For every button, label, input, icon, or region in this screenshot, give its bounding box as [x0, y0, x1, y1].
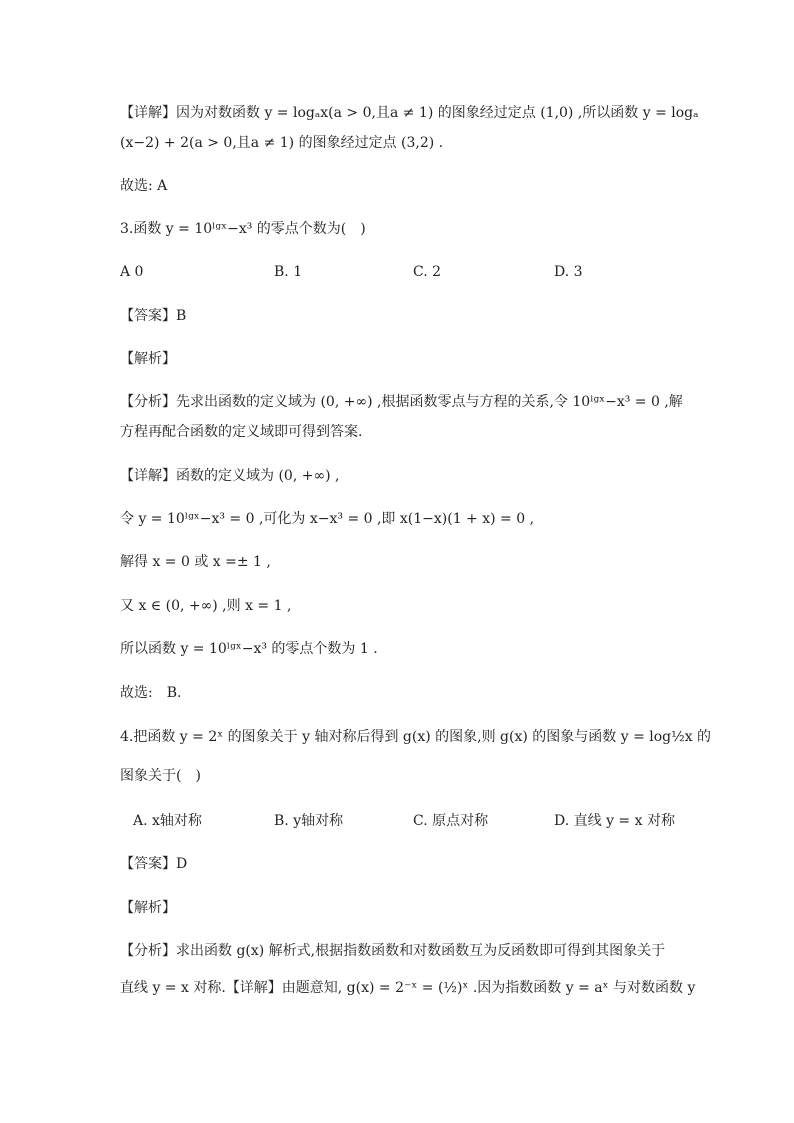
q3-option-d: D. 3 [554, 264, 583, 280]
q3-answer: 【答案】B [120, 308, 187, 324]
q4-analysis-line-1: 【分析】求出函数 g(x) 解析式,根据指数函数和对数函数互为反函数即可得到其图象关于 [120, 943, 666, 959]
q3-option-a: A 0 [120, 264, 144, 280]
q4-analysis-line-2: 直线 y = x 对称.【详解】由题意知, g(x) = 2⁻ˣ = (½)ˣ .因为指数函数 y = aˣ 与对数函数 y [120, 980, 696, 996]
q3-analysis-line-2: 方程再配合函数的定义域即可得到答案. [120, 424, 363, 440]
q4-option-b: B. y轴对称 [274, 813, 344, 829]
q3-detail-line-4: 又 x ∈ (0, +∞) ,则 x = 1 , [120, 598, 292, 614]
q2-detail-line-2: (x−2) + 2(a > 0,且a ≠ 1) 的图象经过定点 (3,2) . [120, 135, 444, 151]
q2-choice: 故选: A [120, 178, 168, 194]
q3-option-c: C. 2 [413, 264, 442, 280]
q3-option-b: B. 1 [274, 264, 303, 280]
q3-analysis-line-1: 【分析】先求出函数的定义域为 (0, +∞) ,根据函数零点与方程的关系,令 10ˡᵍˣ−x³ = 0 ,解 [120, 394, 683, 410]
q3-analysis-heading: 【解析】 [120, 351, 176, 367]
q3-detail-line-1: 【详解】函数的定义域为 (0, +∞) , [120, 468, 340, 484]
q4-stem-line-1: 4.把函数 y = 2ˣ 的图象关于 y 轴对称后得到 g(x) 的图象,则 g(x) 的图象与函数 y = log½x 的 [120, 729, 712, 745]
q4-option-d: D. 直线 y = x 对称 [554, 813, 675, 829]
q3-stem: 3.函数 y = 10ˡᵍˣ−x³ 的零点个数为( ) [120, 221, 366, 237]
q3-detail-line-2: 令 y = 10ˡᵍˣ−x³ = 0 ,可化为 x−x³ = 0 ,即 x(1−x)(1 + x) = 0 , [120, 511, 535, 527]
q4-analysis-heading: 【解析】 [120, 900, 176, 916]
q4-answer: 【答案】D [120, 856, 188, 872]
q4-stem-line-2: 图象关于( ) [120, 768, 201, 784]
q3-detail-line-3: 解得 x = 0 或 x =± 1 , [120, 554, 271, 570]
q3-detail-line-5: 所以函数 y = 10ˡᵍˣ−x³ 的零点个数为 1 . [120, 641, 378, 657]
q2-detail-line-1: 【详解】因为对数函数 y = logₐx(a > 0,且a ≠ 1) 的图象经过定点 (1,0) ,所以函数 y = logₐ [120, 105, 699, 121]
q4-option-c: C. 原点对称 [413, 813, 489, 829]
q3-choice: 故选: B. [120, 685, 182, 701]
q4-option-a: A. x轴对称 [133, 813, 202, 829]
